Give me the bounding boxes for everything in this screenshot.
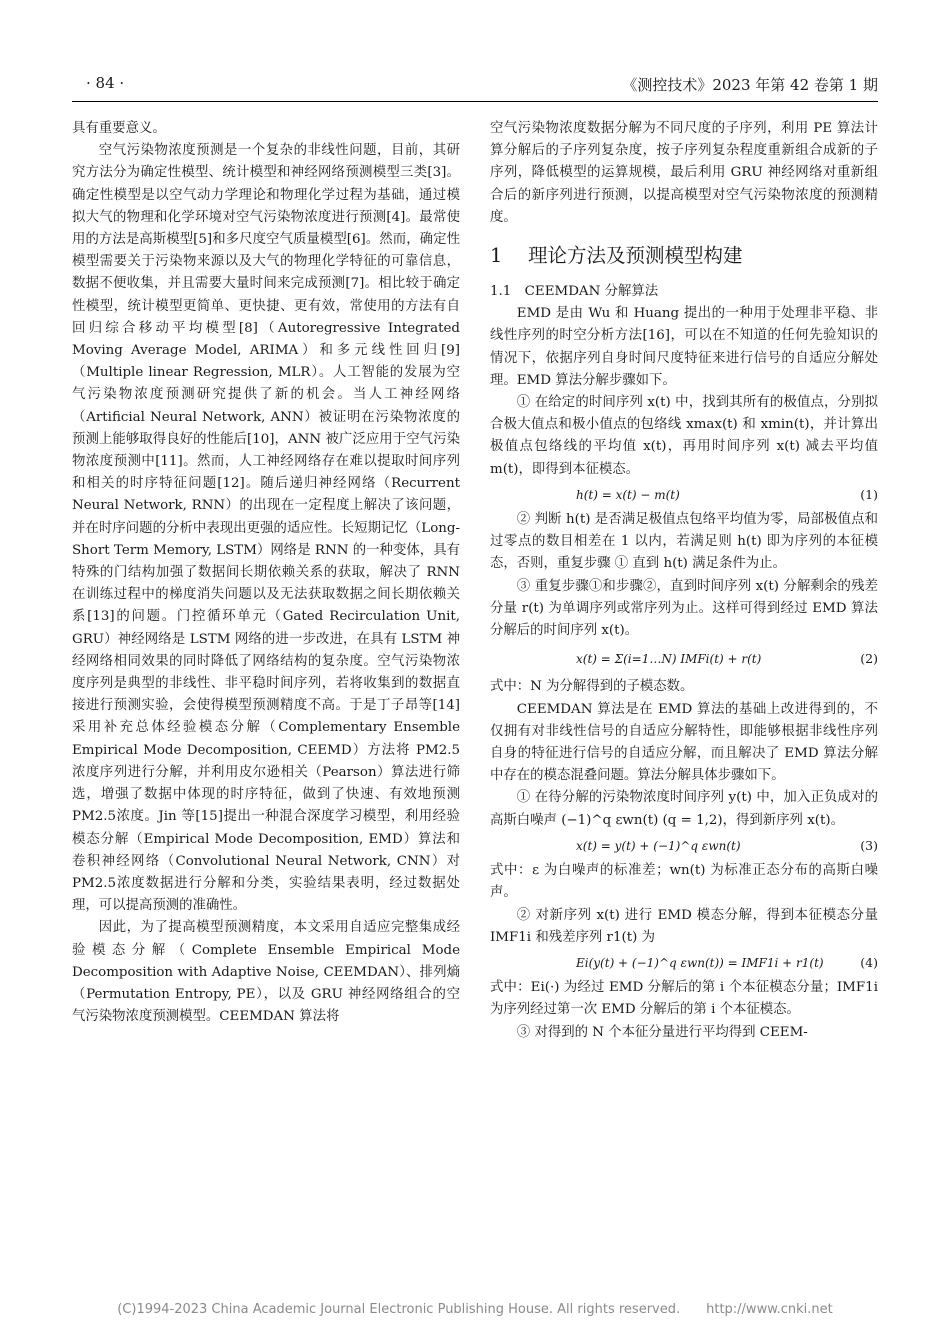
equation-body: Ei(y(t) + (−1)^q εwn(t)) = IMF1i + r1(t) bbox=[576, 955, 824, 970]
paragraph: ① 在待分解的污染物浓度时间序列 y(t) 中，加入正负成对的高斯白噪声 (−1)^q εwn(t) (q = 1,2)，得到新序列 x(t)。 bbox=[490, 790, 878, 828]
paragraph: 式中：Ei(·) 为经过 EMD 分解后的第 i 个本征模态分量；IMF1i 为序列经过第一次 EMD 分解后的第 i 个本征模态。 bbox=[490, 980, 878, 1018]
page-number: · 84 · bbox=[86, 74, 125, 92]
equation-body: h(t) = x(t) − m(t) bbox=[576, 487, 680, 502]
section-title: 理论方法及预测模型构建 bbox=[528, 244, 743, 268]
equation-2 bbox=[490, 642, 878, 676]
equation-body: x(t) = y(t) + (−1)^q εwn(t) bbox=[576, 838, 741, 853]
section-heading bbox=[490, 241, 878, 271]
paragraph: 空气污染物浓度预测是一个复杂的非线性问题，目前，其研究方法分为确定性模型、统计模型和神经网络预测模型三类[3]。确定性模型是以空气动力学理论和物理化学过程为基础，通过模拟大气的物理和化学环境对空气污染物浓度进行预测[4]。最常使用的方法是高斯模型[5]和多尺度空气质量模型[6]。然而，确定性模型需要关于污染物来源以及大气的物理化学特征的可靠信息，数据不便收集，并且需要大量时间来完成预测[7]。相比较于确定性模型，统计模型更简单、更快捷、更有效，常使用的方法有自回归综合移动平均模型[8]（Autoregressive Integrated Moving Average Model, ARIMA）和多元线性回归[9]（Multiple linear Regression, MLR）。人工智能的发展为空气污染物浓度预测研究提供了新的机会。当人工神经网络（Artificial Neural Network, ANN）被证明在污染物浓度的预测上能够取得良好的性能后[10]，ANN 被广泛应用于空气污染物浓度预测中[11]。然而，人工神经网络存在难以提取时间序列和相关的时序特征问题[12]。随后递归神经网络（Recurrent Neural Network, RNN）的出现在一定程度上解决了该问题，并在时序问题的分析中表现出更强的适应性。长短期记忆（Long-Short Term Memory, LSTM）网络是 RNN 的一种变体，具有特殊的门结构加强了数据间长期依赖关系的获取，解决了 RNN 在训练过程中的梯度消失问题以及无法获取数据之间长期依赖关系[13]的问题。门控循环单元（Gated Recirculation Unit, GRU）神经网络是 LSTM 网络的进一步改进，在具有 LSTM 神经网络相同效果的同时降低了网络结构的复杂度。空气污染物浓度序列是典型的非线性、非平稳时间序列，若将收集到的数据直接进行预测实验，会使得模型预测精度不高。于是丁子昂等[14]采用补充总体经验模态分解（Complementary Ensemble Empirical Mode Decomposition, CEEMD）方法将 PM2.5浓度序列进行分解，并利用皮尔逊相关（Pearson）算法进行筛选，增强了数据中体现的时序特征，做到了快速、有效地预测 PM2.5浓度。Jin 等[15]提出一种混合深度学习模型，利用经验模态分解（Empirical Mode Decomposition, EMD）算法和卷积神经网络（Convolutional Neural Network, CNN）对 PM2.5浓度数据进行分解和分类，实验结果表明，经过数据处理，可以提高预测的准确性。 bbox=[72, 143, 460, 914]
subsection-heading: 1.1 CEEMDAN 分解算法 bbox=[490, 284, 659, 300]
paragraph: CEEMDAN 算法是在 EMD 算法的基础上改进得到的，不仅拥有对非线性信号的自适应分解特性，即能够根据非线性序列自身的特征进行信号的自适应分解，而且解决了 EMD 算法分解中存在的模态混叠问题。算法分解具体步骤如下。 bbox=[490, 701, 878, 784]
paragraph: ③ 对得到的 N 个本征分量进行平均得到 CEEM- bbox=[516, 1024, 808, 1040]
equation-3 bbox=[490, 832, 878, 860]
equation-number: (4) bbox=[860, 954, 878, 970]
left-column bbox=[72, 118, 460, 1028]
right-column bbox=[490, 118, 878, 1044]
paragraph: 式中：N 为分解得到的子模态数。 bbox=[490, 679, 694, 695]
equation-4 bbox=[490, 949, 878, 977]
paragraph: 具有重要意义。 bbox=[72, 121, 166, 136]
paragraph: EMD 是由 Wu 和 Huang 提出的一种用于处理非平稳、非线性序列的时空分析方法[16]，可以在不知道的任何先验知识的情况下，依据序列自身时间尺度特征来进行信号的自适应分解处理。EMD 算法分解步骤如下。 bbox=[490, 306, 878, 388]
copyright-footer: (C)1994-2023 China Academic Journal Electronic Publishing House. All rights reserved. http://www.cnki.net bbox=[117, 1302, 833, 1317]
running-header bbox=[72, 74, 878, 98]
paragraph: 因此，为了提高模型预测精度，本文采用自适应完整集成经验模态分解（Complete Ensemble Empirical Mode Decomposition with Adaptive Noise, CEEMDAN）、排列熵（Permutation Entropy, PE），以及 GRU 神经网络组合的空气污染物浓度预测模型。CEEMDAN 算法将 bbox=[72, 920, 460, 1025]
paragraph: 式中：ε 为白噪声的标准差；wn(t) 为标准正态分布的高斯白噪声。 bbox=[490, 863, 878, 901]
header-rule bbox=[72, 101, 878, 102]
journal-citation: 《测控技术》2023 年第 42 卷第 1 期 bbox=[622, 76, 878, 94]
paragraph: ② 判断 h(t) 是否满足极值点包络平均值为零，局部极值点和过零点的数目相差在 1 以内，若满足则 h(t) 即为序列的本征模态，否则，重复步骤 ① 直到 h(t) 满足条件为止。 bbox=[490, 512, 878, 572]
equation-number: (3) bbox=[860, 837, 878, 853]
section-number: 1 bbox=[490, 244, 503, 268]
equation-body: x(t) = Σ(i=1…N) IMFi(t) + r(t) bbox=[576, 652, 762, 667]
paragraph: 空气污染物浓度数据分解为不同尺度的子序列，利用 PE 算法计算分解后的子序列复杂度，按子序列复杂程度重新组合成新的子序列，降低模型的运算规模，最后利用 GRU 神经网络对重新组合后的新序列进行预测，以提高模型对空气污染物浓度的预测精度。 bbox=[490, 121, 878, 225]
paragraph: ① 在给定的时间序列 x(t) 中，找到其所有的极值点，分别拟合极大值点和极小值点的包络线 xmax(t) 和 xmin(t)，并计算出极值点包络线的平均值 x(t)，再用时间序列 x(t) 减去平均值 m(t)，即得到本征模态。 bbox=[490, 395, 878, 477]
equation-number: (1) bbox=[860, 486, 878, 502]
paragraph: ③ 重复步骤①和步骤②，直到时间序列 x(t) 分解剩余的残差分量 r(t) 为单调序列或常序列为止。这样可得到经过 EMD 算法分解后的时间序列 x(t)。 bbox=[490, 578, 878, 639]
paragraph: ② 对新序列 x(t) 进行 EMD 模态分解，得到本征模态分量 IMF1i 和残差序列 r1(t) 为 bbox=[490, 907, 878, 945]
equation-number: (2) bbox=[860, 651, 878, 667]
equation-1 bbox=[490, 481, 878, 509]
